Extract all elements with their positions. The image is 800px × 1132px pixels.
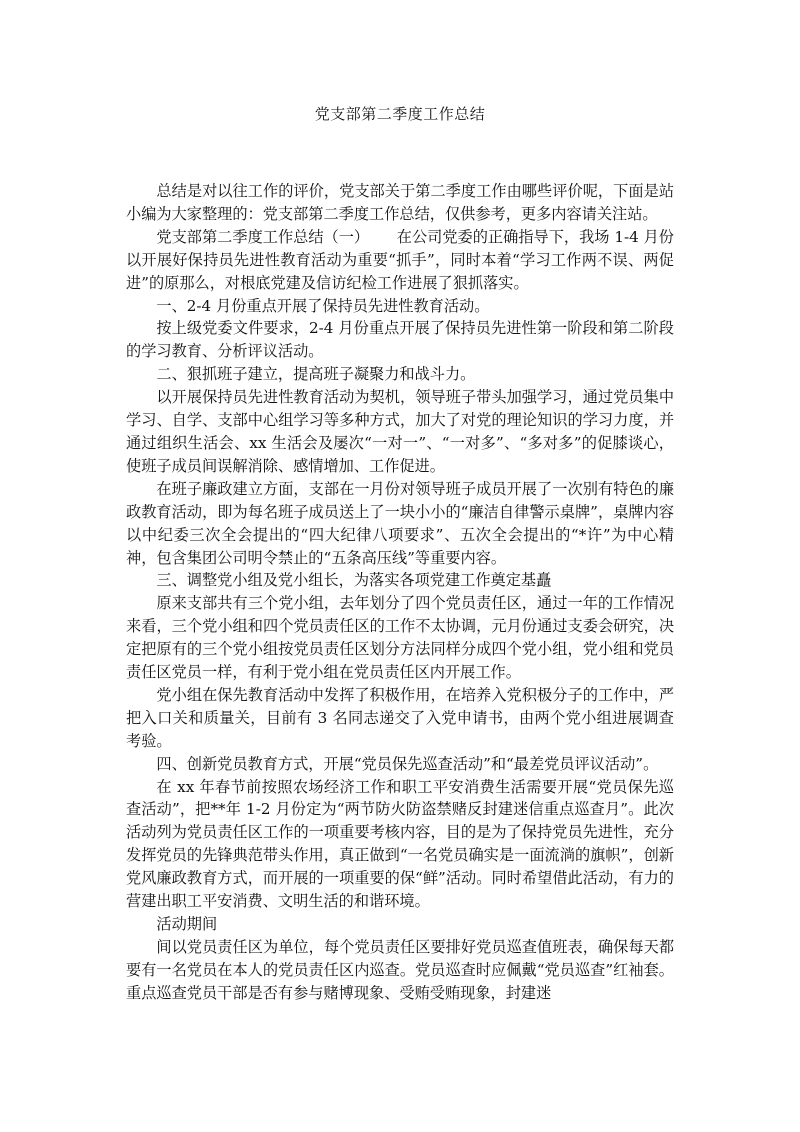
section-heading: 四、创新党员教育方式，开展“党员保先巡查活动”和“最差党员评议活动”。 xyxy=(156,754,659,773)
paragraph: 间以党员责任区为单位，每个党员责任区要排好党员巡查值班表，确保每天都要有一名党员在本人的党员责任区内巡查。党员巡查时应佩戴“党员巡查”红袖套。重点巡查党员干部是否有参与赌博现象、受贿受贿现象，封建迷 xyxy=(126,937,674,1002)
section-heading: 一、2-4 月份重点开展了保持员先进性教育活动。 xyxy=(156,296,490,315)
section-heading: 三、调整党小组及党小组长，为落实各项党建工作奠定基矗 xyxy=(156,571,552,590)
paragraph: 活动期间 xyxy=(156,915,218,933)
paragraph: 总结是对以往工作的评价，党支部关于第二季度工作由哪些评价呢，下面是站小编为大家整理的：党支部第二季度工作总结，仅供参考，更多内容请关注站。 xyxy=(126,182,674,223)
paragraph: 以开展保持员先进性教育活动为契机，领导班子带头加强学习，通过党员集中学习、自学、支部中心组学习等多种方式，加大了对党的理论知识的学习力度，并通过组织生活会、xx 生活会及屡次“一对一”、“一对多”、“多对多”的促膝谈心，使班子成员间误解消除、感情增加、工作促进。 xyxy=(126,388,674,475)
document-body xyxy=(126,180,674,1005)
paragraph: 党小组在保先教育活动中发挥了积极作用，在培养入党积极分子的工作中，严把入口关和质量关，目前有 3 名同志递交了入党申请书，由两个党小组进展调查考验。 xyxy=(126,685,674,750)
paragraph: 党支部第二季度工作总结（一） 在公司党委的正确指导下，我场 1-4 月份以开展好保持员先进性教育活动为重要“抓手”，同时本着“学习工作两不误、两促进”的原那么，对根底党建及信访纪检工作进展了狠抓落实。 xyxy=(126,227,674,292)
section-heading: 二、狠抓班子建立，提高班子凝聚力和战斗力。 xyxy=(156,365,476,384)
document-title: 党支部第二季度工作总结 xyxy=(314,105,486,123)
paragraph: 在班子廉政建立方面，支部在一月份对领导班子成员开展了一次别有特色的廉政教育活动，即为每名班子成员送上了一块小小的“廉洁自律警示桌牌”，桌牌内容以中纪委三次全会提出的“四大纪律八项要求”、五次全会提出的“*许”为中心精神，包含集团公司明令禁止的“五条高压线”等重要内容。 xyxy=(126,479,674,567)
paragraph: 在 xx 年春节前按照农场经济工作和职工平安消费生活需要开展“党员保先巡查活动”，把**年 1-2 月份定为“两节防火防盗禁赌反封建迷信重点巡查月”。此次活动列为党员责任区工作的一项重要考核内容，目的是为了保持党员先进性，充分发挥党员的先锋典范带头作用，真正做到“一名党员确实是一面流淌的旗帜”，创新党风廉政教育方式，而开展的一项重要的保“鲜”活动。同时希望借此活动，有力的营建出职工平安消费、文明生活的和谐环境。 xyxy=(126,777,674,911)
paragraph: 按上级党委文件要求，2-4 月份重点开展了保持员先进性第一阶段和第二阶段的学习教育、分析评议活动。 xyxy=(126,319,674,361)
paragraph: 原来支部共有三个党小组，去年划分了四个党员责任区，通过一年的工作情况来看，三个党小组和四个党员责任区的工作不太协调，元月份通过支委会研究，决定把原有的三个党小组按党员责任区划分方法同样分成四个党小组，党小组和党员责任区党员一样，有利于党小组在党员责任区内开展工作。 xyxy=(126,594,674,682)
